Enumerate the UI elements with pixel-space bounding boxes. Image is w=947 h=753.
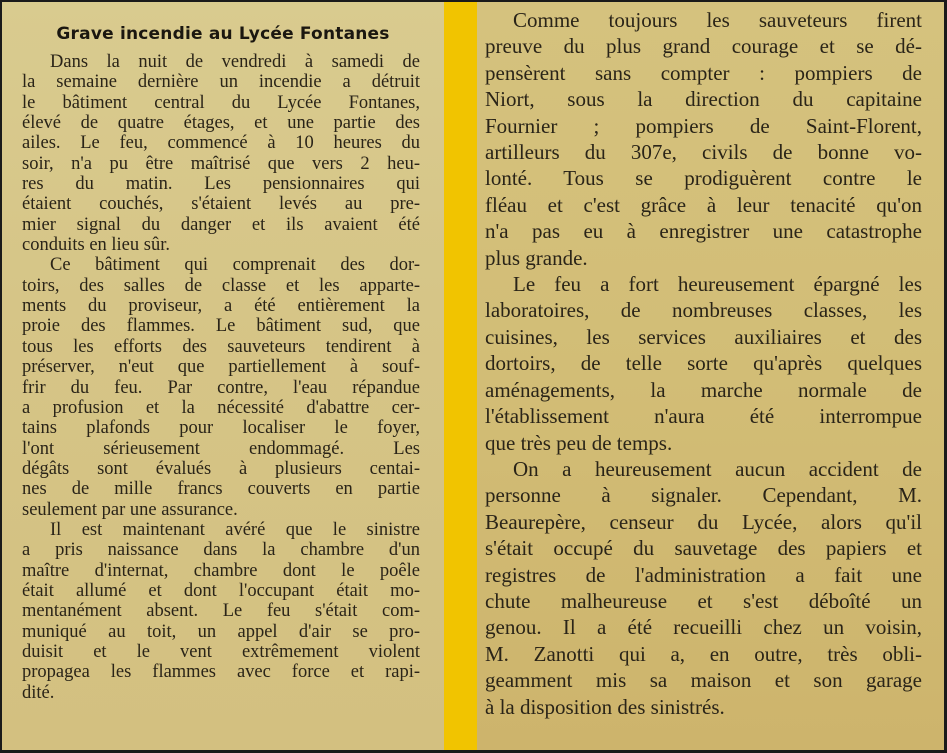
text-line: conduits en lieu sûr. xyxy=(22,235,170,256)
article-headline: Grave incendie au Lycée Fontanes xyxy=(56,24,390,44)
text-line: Fournier ; pompiers de Saint-Florent, xyxy=(485,113,922,138)
paragraph xyxy=(485,7,922,271)
paragraph xyxy=(22,52,420,255)
text-line: la semaine dernière un incendie a détruit xyxy=(22,72,420,93)
text-line: laboratoires, de nombreuses classes, les xyxy=(485,298,922,323)
text-line: Dans la nuit de vendredi à samedi de xyxy=(50,52,420,72)
text-line: proie des flammes. Le bâtiment sud, que xyxy=(22,316,420,337)
text-line: n'a pas eu à enregistrer une catastrophe xyxy=(485,219,922,244)
paragraph xyxy=(485,271,922,456)
text-line: aménagements, la marche normale de xyxy=(485,377,922,402)
text-line: muniqué au toit, un appel d'air se pro- xyxy=(22,621,420,642)
text-line: nes de mille francs couverts en partie xyxy=(22,479,420,500)
text-line: soir, n'a pu être maîtrisé que vers 2 heu- xyxy=(22,153,420,174)
text-line: à la disposition des sinistrés. xyxy=(485,694,725,719)
text-line: Ce bâtiment qui comprenait des dor- xyxy=(50,255,420,276)
text-line: On a heureusement aucun accident de xyxy=(513,456,922,481)
text-line: élevé de quatre étages, et une partie des xyxy=(22,113,420,134)
text-line: registres de l'administration a fait une xyxy=(485,562,922,587)
text-line: s'était occupé du sauvetage des papiers et xyxy=(485,536,922,561)
text-line: le bâtiment central du Lycée Fontanes, xyxy=(22,92,420,113)
text-line: dité. xyxy=(22,682,55,703)
text-line: toirs, des salles de classe et les apparte- xyxy=(22,275,420,296)
left-column-text xyxy=(22,52,420,703)
text-line: personne à signaler. Cependant, M. xyxy=(485,483,922,508)
text-line: ailes. Le feu, commencé à 10 heures du xyxy=(22,133,420,154)
text-line: M. Zanotti qui a, en outre, très obli- xyxy=(485,641,922,666)
text-line: frir du feu. Par contre, l'eau répandue xyxy=(22,377,420,398)
left-clipping xyxy=(2,2,444,750)
paragraph xyxy=(22,520,420,703)
text-line: fléau et c'est grâce à leur tenacité qu'on xyxy=(485,192,922,217)
text-line: l'ont sérieusement endommagé. Les xyxy=(22,438,420,459)
text-line: dortoirs, de telle sorte qu'après quelques xyxy=(485,351,922,376)
text-line: mier signal du danger et ils avaient été xyxy=(22,214,420,235)
text-line: geamment mis sa maison et son garage xyxy=(485,668,922,693)
text-line: tous les efforts des sauveteurs tendirent à xyxy=(22,336,420,357)
text-line: a profusion et la nécessité d'abattre cer- xyxy=(22,397,420,418)
paragraph xyxy=(22,255,420,519)
text-line: res du matin. Les pensionnaires qui xyxy=(22,174,420,195)
text-line: duisit et le vent extrêmement violent xyxy=(22,641,420,662)
text-line: préserver, n'eut que partiellement à souf- xyxy=(22,357,420,378)
text-line: tains plafonds pour localiser le foyer, xyxy=(22,418,420,439)
text-line: genou. Il a été recueilli chez un voisin, xyxy=(485,615,922,640)
text-line: pensèrent sans compter : pompiers de xyxy=(485,60,922,85)
text-line: que très peu de temps. xyxy=(485,430,673,455)
text-line: seulement par une assurance. xyxy=(22,499,238,520)
right-column-text xyxy=(485,7,922,720)
text-line: l'établissement n'aura été interrompue xyxy=(485,404,922,429)
right-clipping xyxy=(477,2,944,750)
text-line: mentanément absent. Le feu s'était com- xyxy=(22,601,420,622)
text-line: propagea les flammes avec force et rapi- xyxy=(22,662,420,683)
text-line: lonté. Tous se prodiguèrent contre le xyxy=(485,166,922,191)
paragraph xyxy=(485,456,922,720)
text-line: Beaurepère, censeur du Lycée, alors qu'il xyxy=(485,509,922,534)
text-line: preuve du plus grand courage et se dé- xyxy=(485,34,922,59)
text-line: ments du proviseur, a été entièrement la xyxy=(22,296,420,317)
text-line: Comme toujours les sauveteurs firent xyxy=(513,8,922,32)
text-line: Il est maintenant avéré que le sinistre xyxy=(50,519,420,540)
text-line: cuisines, les services auxiliaires et des xyxy=(485,324,922,349)
text-line: Niort, sous la direction du capitaine xyxy=(485,87,922,112)
text-line: plus grande. xyxy=(485,245,588,270)
text-line: a pris naissance dans la chambre d'un xyxy=(22,540,420,561)
text-line: Le feu a fort heureusement épargné les xyxy=(513,272,922,297)
text-line: était allumé et dont l'occupant était mo- xyxy=(22,580,420,601)
yellow-divider xyxy=(444,2,477,750)
text-line: artilleurs du 307e, civils de bonne vo- xyxy=(485,140,922,165)
text-line: étaient couchés, s'étaient levés au pre- xyxy=(22,194,420,215)
text-line: maître d'internat, chambre dont le poêle xyxy=(22,560,420,581)
text-line: dégâts sont évalués à plusieurs centai- xyxy=(22,458,420,479)
text-line: chute malheureuse et s'est déboîté un xyxy=(485,588,922,613)
